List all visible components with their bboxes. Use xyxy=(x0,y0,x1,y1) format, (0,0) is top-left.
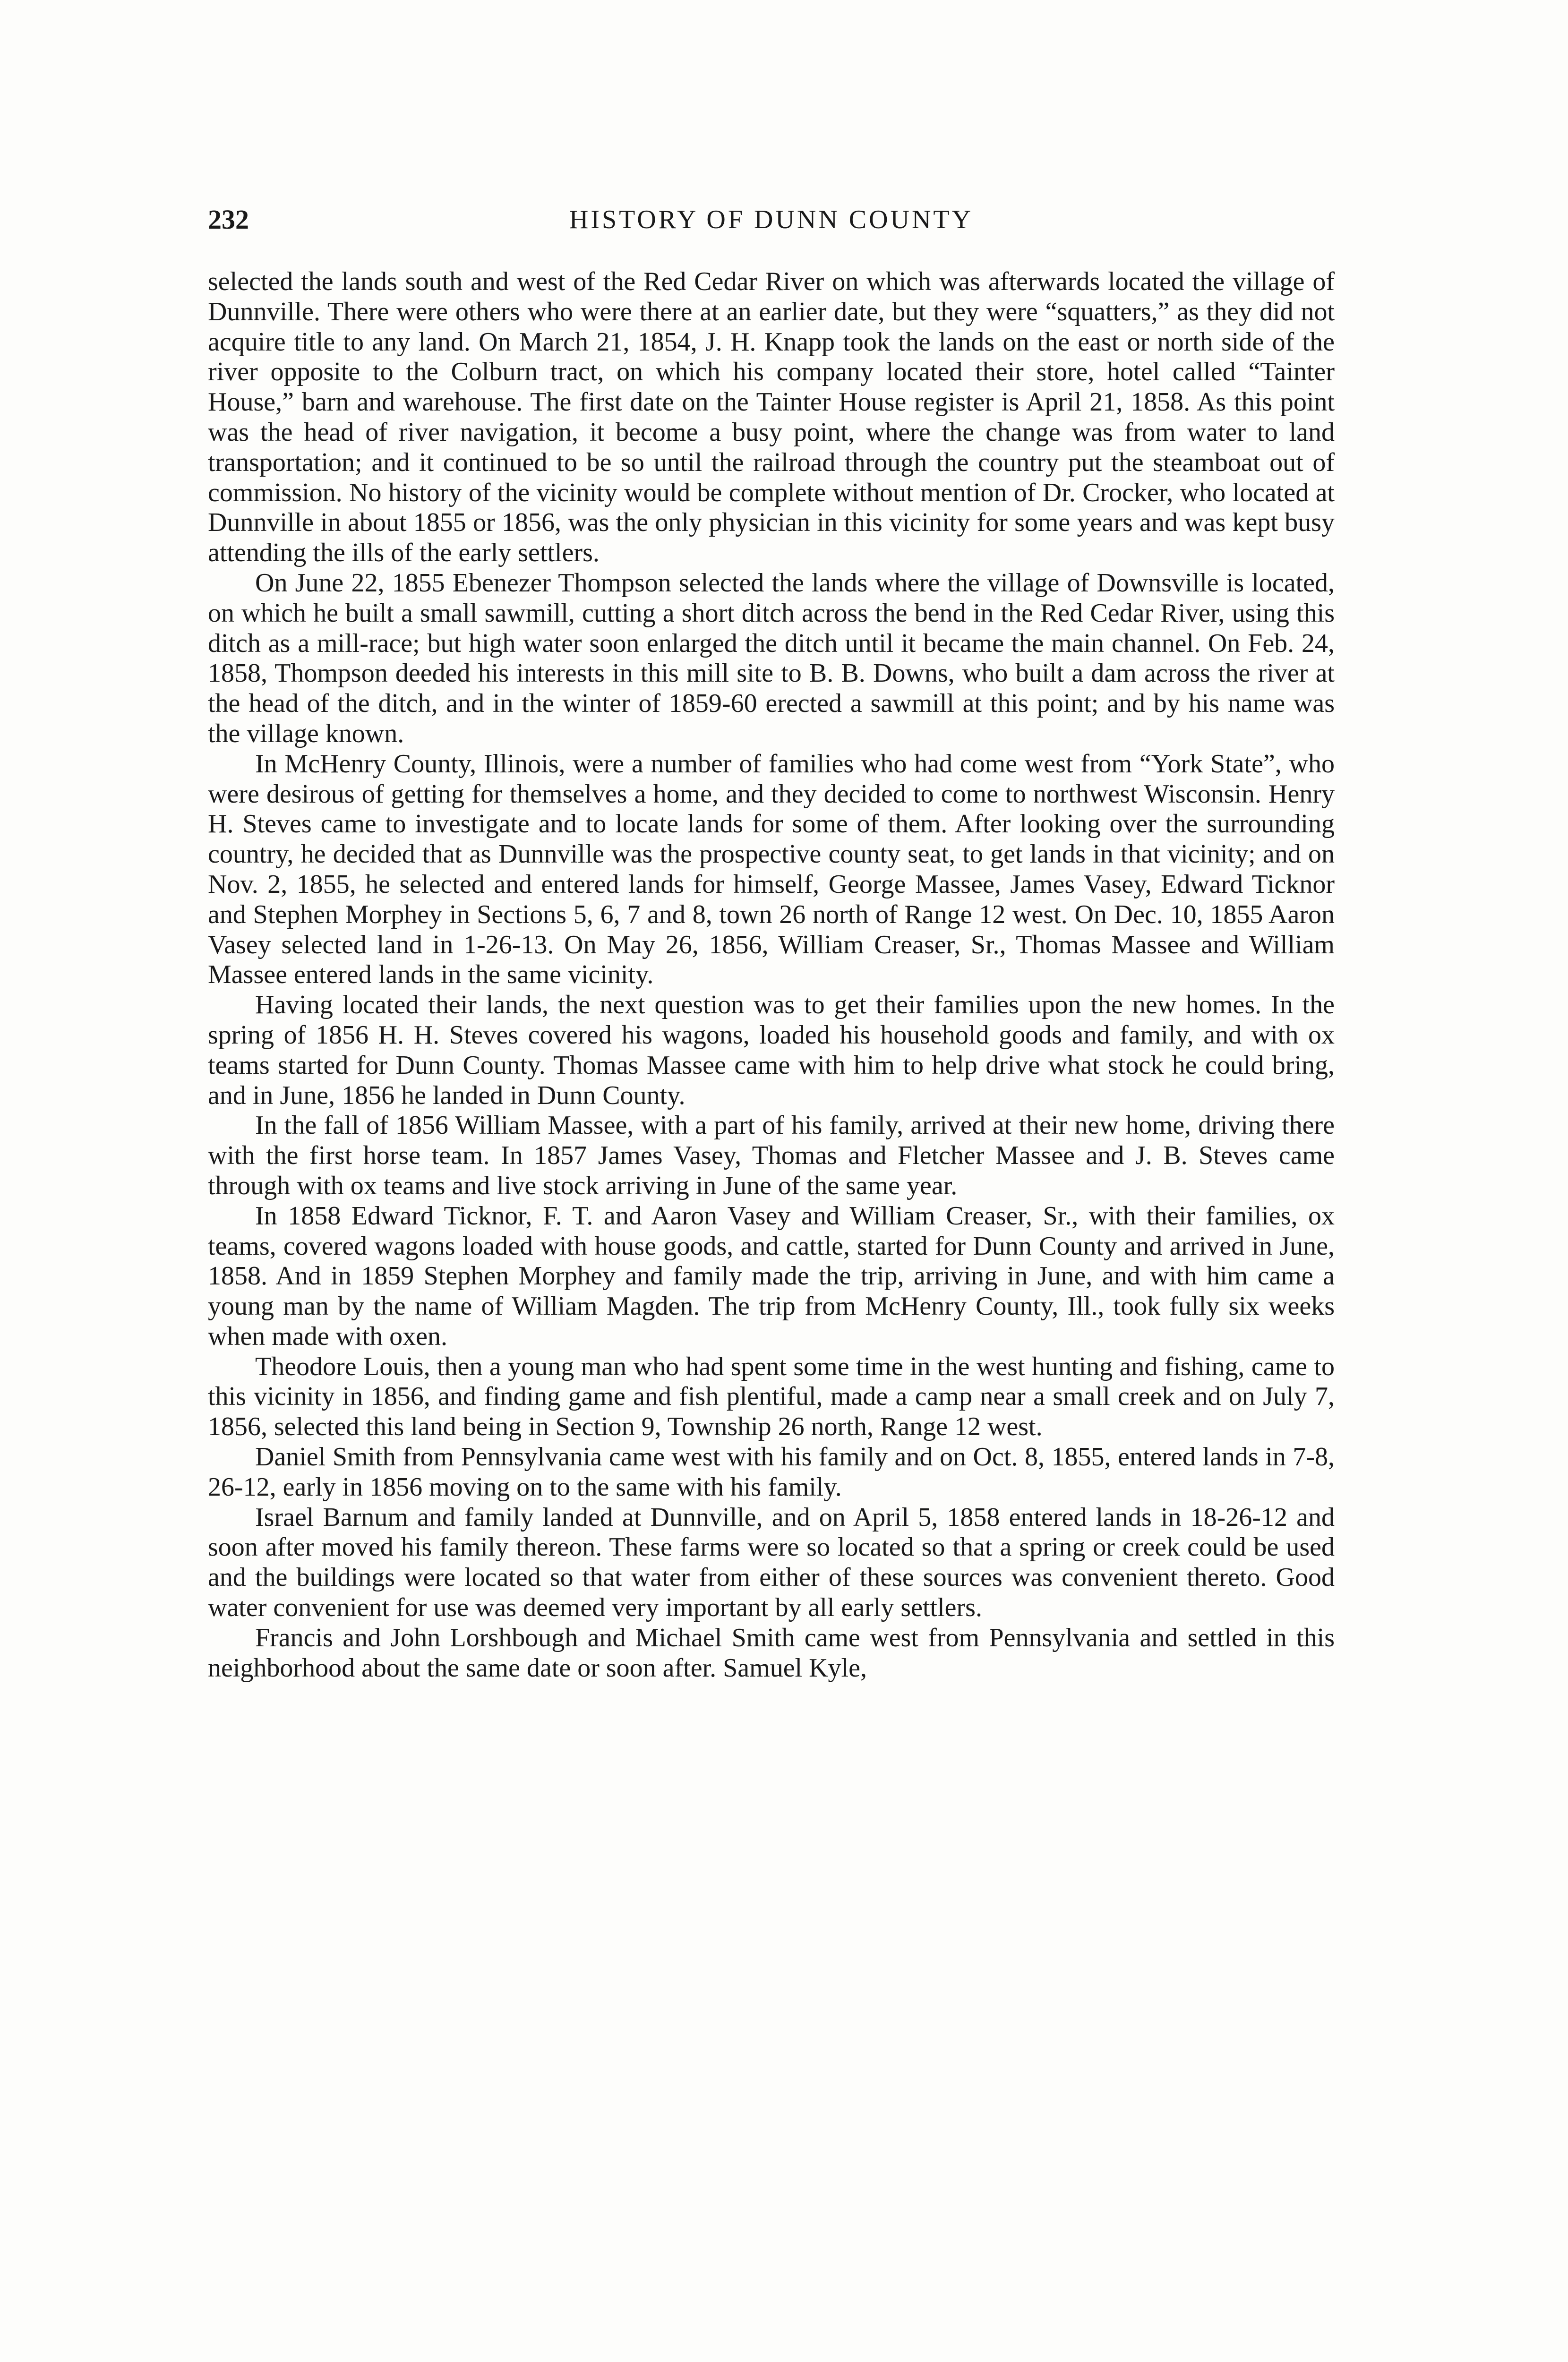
paragraph: On June 22, 1855 Ebenezer Thompson selected the lands where the village of Downsville is located, on which he built a small sawmill, cutting a short ditch across the bend in the Red Cedar River, using this ditch as a mill-race; but high water soon enlarged the ditch until it became the main channel. On Feb. 24, 1858, Thompson deeded his interests in this mill site to B. B. Downs, who built a dam across the river at the head of the ditch, and in the winter of 1859-60 erected a sawmill at this point; and by his name was the village known. xyxy=(208,568,1335,748)
paragraph-continued: selected the lands south and west of the Red Cedar River on which was afterwards located the village of Dunnville. There were others who were there at an earlier date, but they were “squatters,” as they did not acquire title to any land. On March 21, 1854, J. H. Knapp took the lands on the east or north side of the river opposite to the Colburn tract, on which his company located their store, hotel called “Tainter House,” barn and warehouse. The first date on the Tainter House register is April 21, 1858. As this point was the head of river navigation, it become a busy point, where the change was from water to land transportation; and it continued to be so until the railroad through the country put the steamboat out of commission. No history of the vicinity would be complete without mention of Dr. Crocker, who located at Dunnville in about 1855 or 1856, was the only physician in this vicinity for some years and was kept busy attending the ills of the early settlers. xyxy=(208,267,1335,568)
page-header-title: HISTORY OF DUNN COUNTY xyxy=(569,205,974,234)
paragraph: In McHenry County, Illinois, were a number of families who had come west from “York State”, who were desirous of getting for themselves a home, and they decided to come to northwest Wisconsin. Henry H. Steves came to investigate and to locate lands for some of them. After looking over the surrounding country, he decided that as Dunnville was the prospective county seat, to get lands in that vicinity; and on Nov. 2, 1855, he selected and entered lands for himself, George Massee, James Vasey, Edward Ticknor and Stephen Morphey in Sections 5, 6, 7 and 8, town 26 north of Range 12 west. On Dec. 10, 1855 Aaron Vasey selected land in 1-26-13. On May 26, 1856, William Creaser, Sr., Thomas Massee and William Massee entered lands in the same vicinity. xyxy=(208,749,1335,990)
paragraph: Daniel Smith from Pennsylvania came west with his family and on Oct. 8, 1855, entered lands in 7-8, 26-12, early in 1856 moving on to the same with his family. xyxy=(208,1442,1335,1502)
paragraph: Francis and John Lorshbough and Michael Smith came west from Pennsylvania and settled in this neighborhood about the same date or soon after. Samuel Kyle, xyxy=(208,1623,1335,1683)
running-head xyxy=(208,198,1335,241)
paragraph: Israel Barnum and family landed at Dunnville, and on April 5, 1858 entered lands in 18-26-12 and soon after moved his family thereon. These farms were so located so that a spring or creek could be used and the buildings were located so that water from either of these sources was convenient thereto. Good water convenient for use was deemed very important by all early settlers. xyxy=(208,1502,1335,1623)
paragraph: Theodore Louis, then a young man who had spent some time in the west hunting and fishing, came to this vicinity in 1856, and finding game and fish plentiful, made a camp near a small creek and on July 7, 1856, selected this land being in Section 9, Township 26 north, Range 12 west. xyxy=(208,1352,1335,1442)
paragraph: In the fall of 1856 William Massee, with a part of his family, arrived at their new home, driving there with the first horse team. In 1857 James Vasey, Thomas and Fletcher Massee and J. B. Steves came through with ox teams and live stock arriving in June of the same year. xyxy=(208,1111,1335,1200)
paragraph: In 1858 Edward Ticknor, F. T. and Aaron Vasey and William Creaser, Sr., with their families, ox teams, covered wagons loaded with house goods, and cattle, started for Dunn County and arrived in June, 1858. And in 1859 Stephen Morphey and family made the trip, arriving in June, and with him came a young man by the name of William Magden. The trip from McHenry County, Ill., took fully six weeks when made with oxen. xyxy=(208,1201,1335,1351)
paragraph: Having located their lands, the next question was to get their families upon the new homes. In the spring of 1856 H. H. Steves covered his wagons, loaded his household goods and family, and with ox teams started for Dunn County. Thomas Massee came with him to help drive what stock he could bring, and in June, 1856 he landed in Dunn County. xyxy=(208,990,1335,1110)
page-number: 232 xyxy=(208,204,249,235)
body-text xyxy=(208,267,1335,1683)
